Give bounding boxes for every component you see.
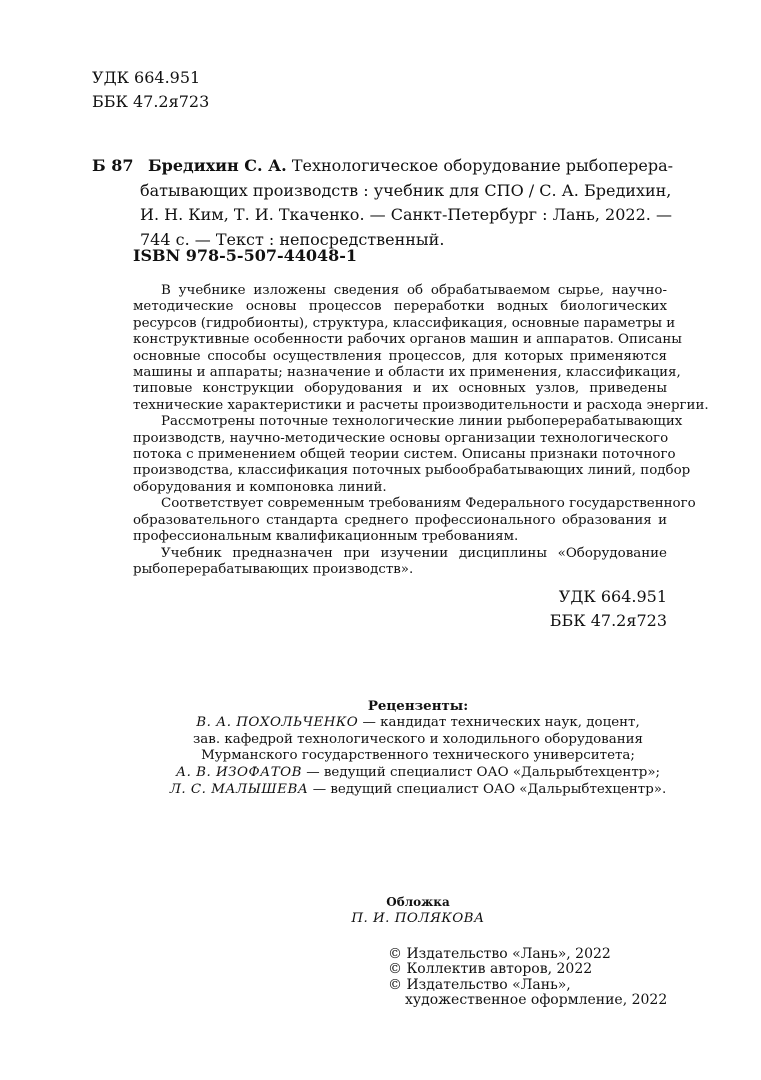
copyright-line: © Коллектив авторов, 2022	[388, 961, 593, 978]
author-mark: Б 87	[92, 156, 134, 175]
abstract-line: Учебник предназначен при изучении дисциплины «Оборудование	[161, 545, 667, 561]
abstract-line: конструктивные особенности рабочих органов машин и аппаратов. Описаны	[133, 332, 682, 348]
reviewer-name: А. В. ИЗОФАТОВ	[175, 765, 302, 781]
reviewer-name: В. А. ПОХОЛЬЧЕНКО	[196, 714, 359, 730]
reviewer-desc: — ведущий специалист ОАО «Дальрыбтехцентр»;	[301, 765, 661, 781]
abstract-line: В учебнике изложены сведения об обрабатываемом сырье, научно-	[161, 283, 667, 298]
bbk-code: ББК 47.2я723	[549, 611, 667, 630]
bibliographic-record	[140, 154, 674, 252]
udk-code: УДК 664.951	[558, 587, 667, 606]
abstract-line: рыбоперерабатывающих производств».	[133, 561, 414, 577]
abstract-line: потока с применением общей теории систем. Описаны признаки поточного	[133, 447, 676, 463]
header-codes	[92, 66, 209, 114]
bib-line: 744 с. — Текст : непосредственный.	[140, 229, 445, 249]
udk-code: УДК 664.951	[92, 68, 201, 87]
abstract-line: ресурсов (гидробионты), структура, классификация, основные параметры и	[133, 315, 676, 331]
reviewer-desc: Мурманского государственного технического университета;	[201, 748, 635, 764]
abstract-line: образовательного стандарта среднего профессионального образования и	[133, 512, 667, 528]
cover-credit	[100, 894, 736, 928]
abstract-line: Рассмотрены поточные технологические линии рыбоперерабатывающих	[161, 414, 683, 430]
cover-designer: П. И. ПОЛЯКОВА	[351, 910, 485, 926]
copyright-line: © Издательство «Лань», 2022	[388, 946, 611, 962]
abstract-line: типовые конструкции оборудования и их основных узлов, приведены	[133, 381, 667, 397]
footer-codes	[550, 585, 667, 633]
copyright-line: художественное оформление, 2022	[405, 992, 668, 1009]
reviewer-desc: — ведущий специалист ОАО «Дальрыбтехцентр».	[308, 781, 667, 797]
abstract-line: Соответствует современным требованиям Федерального государственного	[161, 496, 696, 512]
bib-line: Технологическое оборудование рыбоперера-	[291, 156, 674, 175]
copyright-line: © Издательство «Лань»,	[388, 976, 571, 993]
cover-heading: Обложка	[386, 895, 450, 909]
abstract-line: методические основы процессов переработки водных биологических	[133, 299, 667, 315]
isbn: ISBN 978-5-507-44048-1	[133, 246, 358, 265]
abstract-line: технические характеристики и расчеты производительности и расхода энергии.	[133, 397, 709, 413]
abstract-line: основные способы осуществления процессов, для которых применяются	[133, 348, 667, 364]
reviewers	[100, 698, 736, 799]
copyright	[388, 947, 667, 1009]
abstract-line: оборудования и компоновка линий.	[133, 479, 387, 495]
abstract	[133, 283, 709, 578]
reviewers-heading: Рецензенты:	[367, 698, 469, 714]
abstract-line: производства, классификация поточных рыбообрабатывающих линий, подбор	[133, 463, 691, 479]
abstract-line: профессиональным квалификационным требованиям.	[133, 529, 519, 545]
abstract-line: машины и аппараты; назначение и области их применения, классификация,	[133, 365, 681, 381]
reviewer-desc: зав. кафедрой технологического и холодильного оборудования	[193, 731, 643, 747]
reviewer-name: Л. С. МАЛЫШЕВА	[169, 781, 309, 797]
bbk-code: ББК 47.2я723	[92, 92, 210, 111]
author-name: Бредихин С. А.	[148, 156, 287, 175]
reviewer-desc: — кандидат технических наук, доцент,	[358, 714, 640, 730]
abstract-line: производств, научно-методические основы организации технологического	[133, 430, 669, 446]
bib-line: батывающих производств : учебник для СПО / С. А. Бредихин,	[140, 180, 672, 200]
bib-line: И. Н. Ким, Т. И. Ткаченко. — Санкт-Петербург : Лань, 2022. —	[140, 205, 672, 224]
